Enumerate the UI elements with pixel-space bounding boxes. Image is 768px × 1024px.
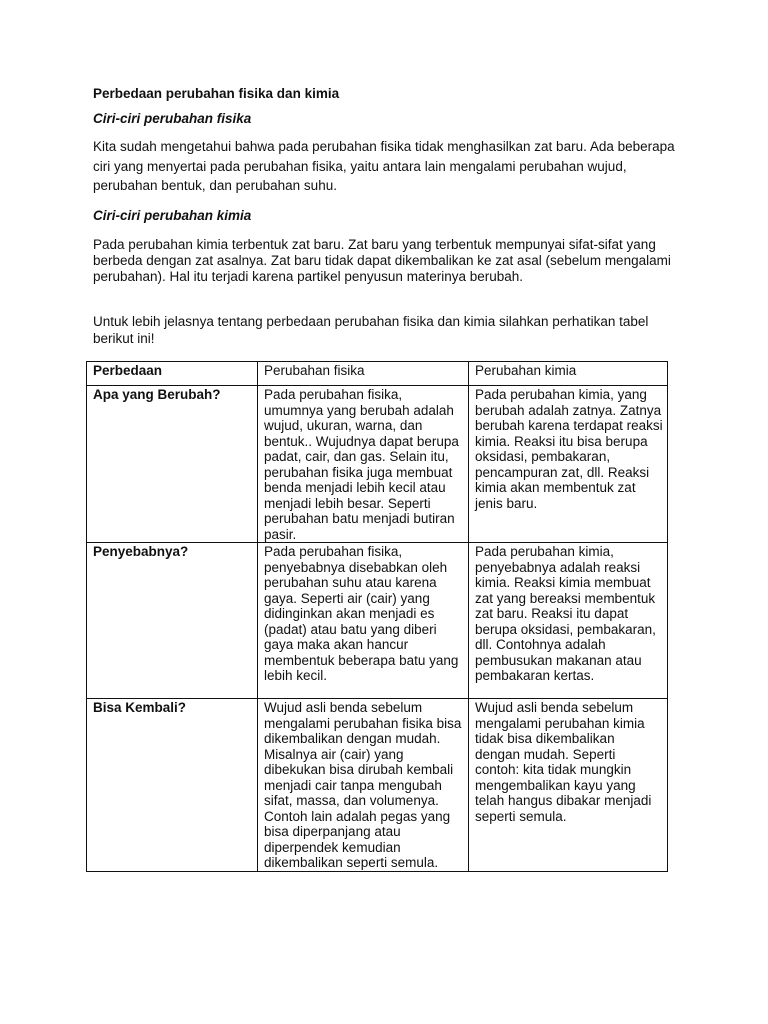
table-header-fisika: Perubahan fisika [258,362,469,386]
table-header-row [87,362,668,386]
row-label: Bisa Kembali? [87,699,258,872]
table-header-perbedaan: Perbedaan [87,362,258,386]
section-heading-fisika: Ciri-ciri perubahan fisika [93,111,252,126]
document-title: Perbedaan perubahan fisika dan kimia [93,86,340,101]
comparison-table [86,361,668,872]
table-row [87,699,668,872]
table-row [87,386,668,543]
cell-kimia: Pada perubahan kimia, yang berubah adalah zatnya. Zatnya berubah karena terdapat reaksi kimia. Reaksi itu bisa berupa oksidasi, pembakaran, pencampuran zat, dll. Reaksi kimia akan membentuk zat jenis baru. [469,386,668,543]
paragraph-kimia [93,237,683,285]
paragraph-kimia-main: Pada perubahan kimia terbentuk zat baru. Zat baru yang terbentuk mempunyai sifat-sifat yang berbeda dengan zat asalnya. Zat baru tidak dapat dikembalikan ke zat asal (sebelum mengalami [93,237,671,268]
table-header-kimia: Perubahan kimia [469,362,668,386]
cell-kimia: Wujud asli benda sebelum mengalami perubahan kimia tidak bisa dikembalikan dengan mudah. Seperti contoh: kita tidak mungkin mengembalikan kayu yang telah hangus dibakar menjadi seperti semula. [469,699,668,872]
row-label: Apa yang Berubah? [87,386,258,543]
cell-fisika: Pada perubahan fisika, penyebabnya disebabkan oleh perubahan suhu atau karena gaya. Seperti air (cair) yang didinginkan akan menjadi es (padat) atau batu yang diberi gaya maka akan hancur membentuk beberapa batu yang lebih kecil. [258,543,469,699]
cell-fisika: Wujud asli benda sebelum mengalami perubahan fisika bisa dikembalikan dengan mudah. Misalnya air (cair) yang dibekukan bisa dirubah kembali menjadi cair tanpa mengubah sifat, massa, dan volumenya. Contoh lain adalah pegas yang bisa diperpanjang atau diperpendek kemudian dikembalikan seperti semula. [258,699,469,872]
paragraph-fisika: Kita sudah mengetahui bahwa pada perubahan fisika tidak menghasilkan zat baru. Ada beberapa ciri yang menyertai pada perubahan fisika, yaitu antara lain mengalami perubahan wujud, perubahan bentuk, dan perubahan suhu. [93,139,675,193]
paragraph-kimia-tail: perubahan). Hal itu terjadi karena partikel penyusun materinya berubah. [93,269,524,284]
cell-fisika: Pada perubahan fisika, umumnya yang berubah adalah wujud, ukuran, warna, dan bentuk.. Wujudnya dapat berupa padat, cair, dan gas. Selain itu, perubahan fisika juga membuat benda menjadi lebih kecil atau menjadi lebih besar. Seperti perubahan batu menjadi butiran pasir. [258,386,469,543]
row-label: Penyebabnya? [87,543,258,699]
intro-paragraph: Untuk lebih jelasnya tentang perbedaan perubahan fisika dan kimia silahkan perhatikan tabel berikut ini! [93,314,649,346]
section-heading-kimia: Ciri-ciri perubahan kimia [93,208,252,223]
table-row [87,543,668,699]
cell-kimia: Pada perubahan kimia, penyebabnya adalah reaksi kimia. Reaksi kimia membuat zat yang bereaksi membentuk zat baru. Reaksi itu dapat berupa oksidasi, pembakaran, dll. Contohnya adalah pembusukan makanan atau pembakaran kertas. [469,543,668,699]
